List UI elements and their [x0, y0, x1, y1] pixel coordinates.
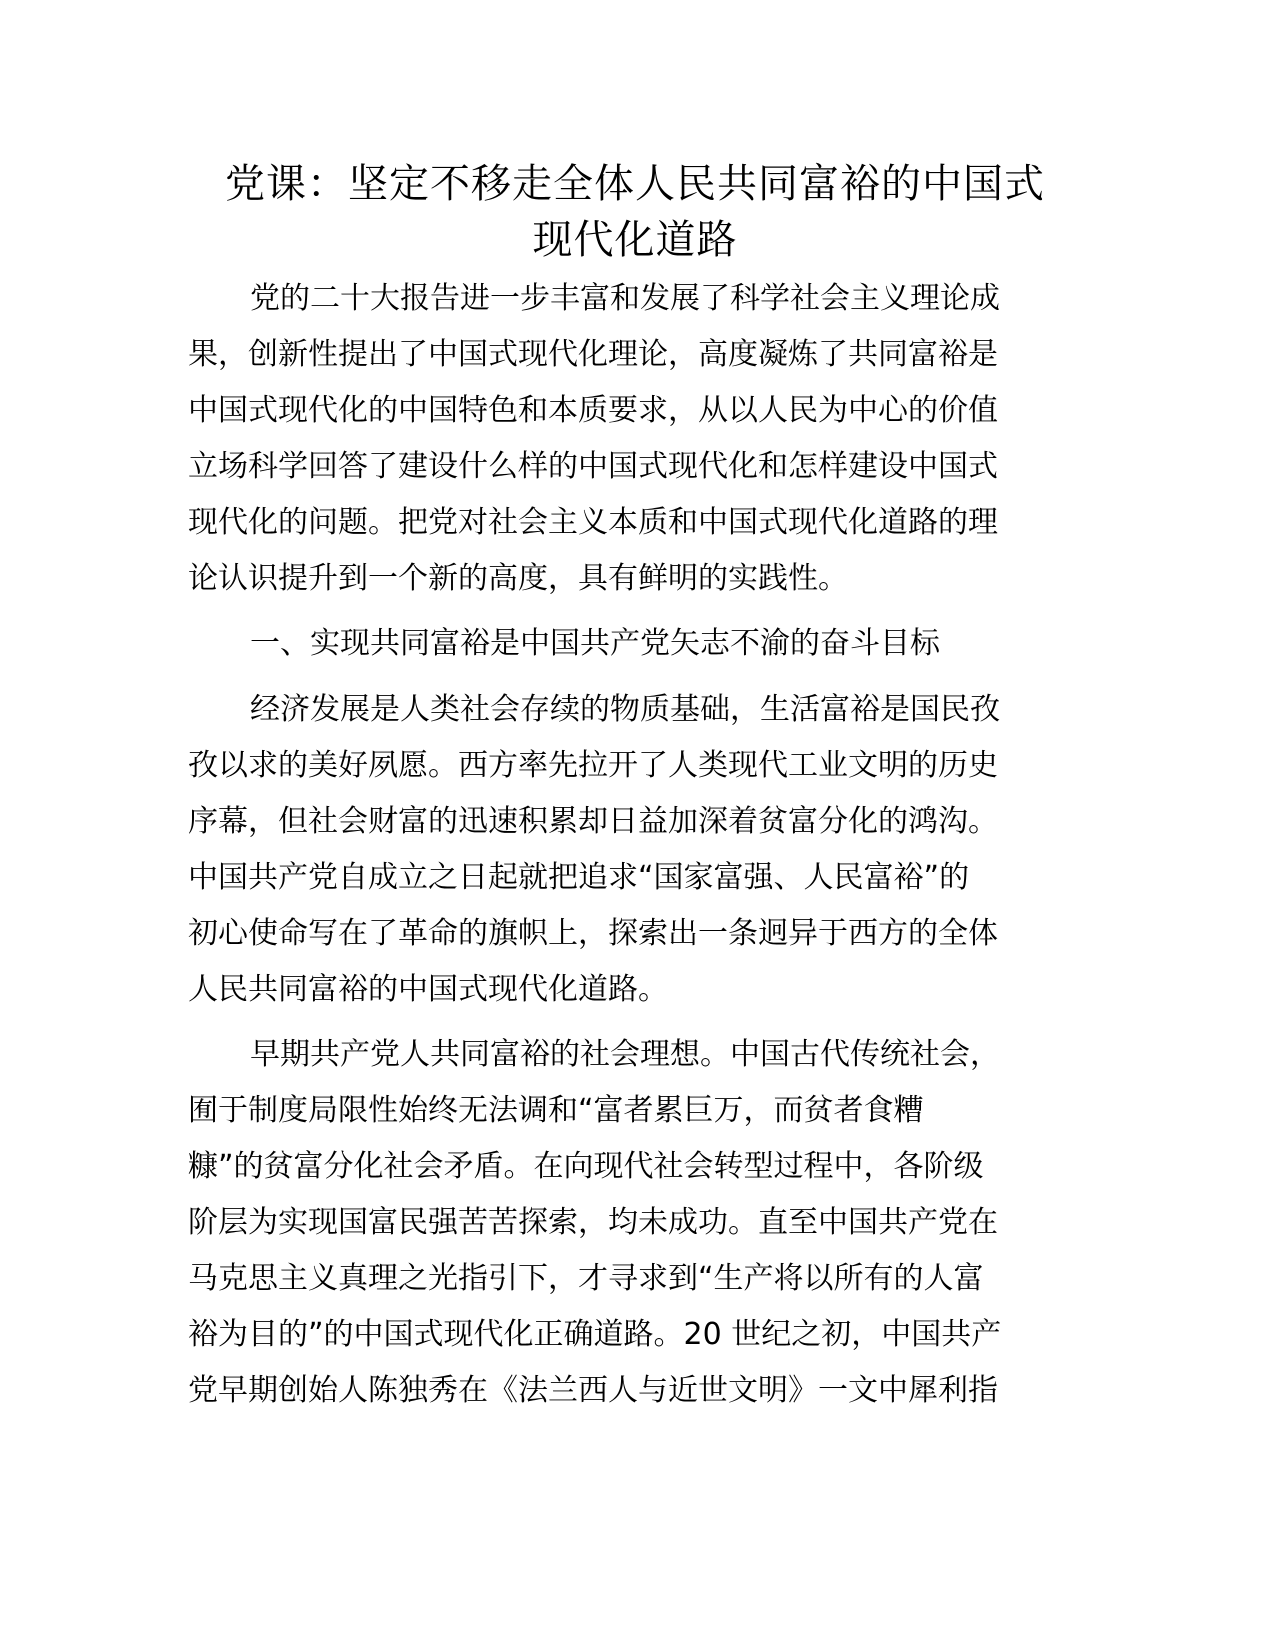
- paragraph-2-line-2: 孜以求的美好夙愿。西方率先拉开了人类现代工业文明的历史: [188, 748, 998, 783]
- paragraph-3-line-7: 党早期创始人陈独秀在《法兰西人与近世文明》一文中犀利指: [188, 1373, 998, 1408]
- document-title-line-2: 现代化道路: [532, 217, 738, 263]
- paragraph-2-line-6: 人民共同富裕的中国式现代化道路。: [188, 972, 668, 1007]
- paragraph-2-line-4: 中国共产党自成立之日起就把追求“国家富强、人民富裕”的: [188, 860, 970, 895]
- paragraph-2-line-5: 初心使命写在了革命的旗帜上，探索出一条迥异于西方的全体: [188, 916, 998, 951]
- paragraph-3-line-1: 早期共产党人共同富裕的社会理想。中国古代传统社会，: [250, 1037, 1000, 1072]
- paragraph-2-line-1: 经济发展是人类社会存续的物质基础，生活富裕是国民孜: [250, 692, 1000, 727]
- paragraph-1-line-5: 现代化的问题。把党对社会主义本质和中国式现代化道路的理: [188, 505, 998, 540]
- paragraph-1-line-2: 果，创新性提出了中国式现代化理论，高度凝炼了共同富裕是: [188, 337, 998, 372]
- paragraph-1-line-3: 中国式现代化的中国特色和本质要求，从以人民为中心的价值: [188, 393, 998, 428]
- paragraph-1-line-6: 论认识提升到一个新的高度，具有鲜明的实践性。: [188, 561, 848, 596]
- paragraph-1-line-4: 立场科学回答了建设什么样的中国式现代化和怎样建设中国式: [188, 449, 998, 484]
- paragraph-3-line-3: 糠”的贫富分化社会矛盾。在向现代社会转型过程中，各阶级: [188, 1149, 984, 1184]
- paragraph-2-line-3: 序幕，但社会财富的迅速积累却日益加深着贫富分化的鸿沟。: [188, 804, 998, 839]
- section-heading-1: 一、实现共同富裕是中国共产党矢志不渝的奋斗目标: [250, 626, 940, 661]
- paragraph-3-line-6: 裕为目的”的中国式现代化正确道路。20 世纪之初，中国共产: [188, 1317, 1002, 1352]
- document-title-line-1: 党课：坚定不移走全体人民共同富裕的中国式: [225, 161, 1045, 207]
- paragraph-3-line-2: 囿于制度局限性始终无法调和“富者累巨万，而贫者食糟: [188, 1093, 924, 1128]
- paragraph-3-line-4: 阶层为实现国富民强苦苦探索，均未成功。直至中国共产党在: [188, 1205, 998, 1240]
- paragraph-1-line-1: 党的二十大报告进一步丰富和发展了科学社会主义理论成: [250, 281, 1000, 316]
- paragraph-3-line-5: 马克思主义真理之光指引下，才寻求到“生产将以所有的人富: [188, 1261, 984, 1296]
